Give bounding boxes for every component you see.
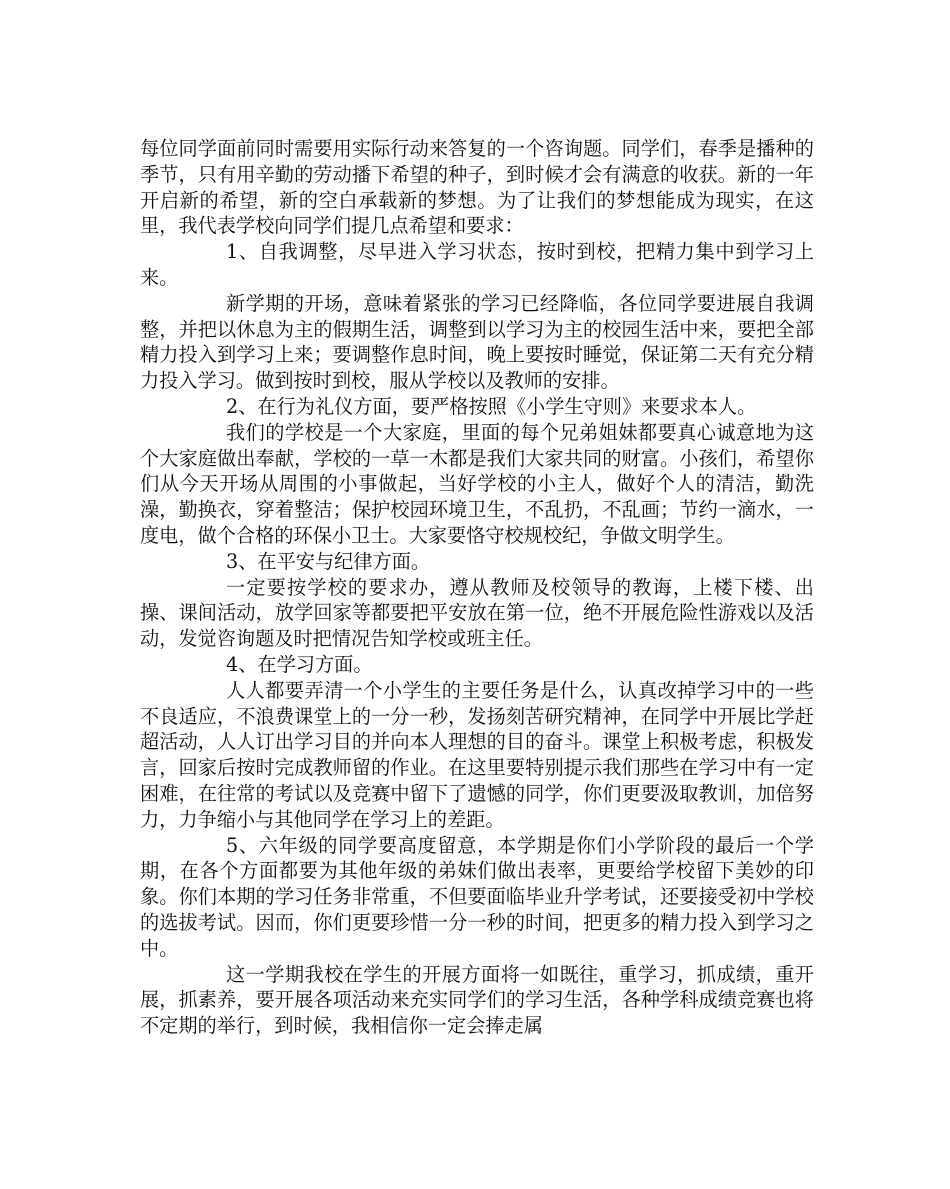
paragraph-point-5: 5、六年级的同学要高度留意，本学期是你们小学阶段的最后一个学期，在各个方面都要为其他年级的弟妹们做出表率，更要给学校留下美妙的印象。你们本期的学习任务非常重，不但要面临毕业升学考试，还要接受初中学校的选拔考试。因而，你们更要珍惜一分一秒的时间，把更多的精力投入到学习之中。 xyxy=(140,833,814,960)
paragraph-point-3-heading: 3、在平安与纪律方面。 xyxy=(226,549,431,573)
paragraph-point-2-body: 我们的学校是一个大家庭，里面的每个兄弟姐妹都要真心诚意地为这个大家庭做出奉献，学校的一草一木都是我们大家共同的财富。小孩们，希望你们从今天开场从周围的小事做起，当好学校的小主人，做好个人的清洁，勤洗澡，勤换衣，穿着整洁；保护校园环境卫生，不乱扔，不乱画；节约一滴水，一度电，做个合格的环保小卫士。大家要恪守校规校纪，争做文明学生。 xyxy=(140,420,814,547)
paragraph-point-1-heading: 1、自我调整，尽早进入学习状态，按时到校，把精力集中到学习上来。 xyxy=(140,240,814,289)
paragraph-point-4-heading: 4、在学习方面。 xyxy=(226,652,373,676)
paragraph-point-2-heading: 2、在行为礼仪方面，要严格按照《小学生守则》来要求本人。 xyxy=(226,394,757,418)
paragraph-point-4-body: 人人都要弄清一个小学生的主要任务是什么，认真改掉学习中的一些不良适应，不浪费课堂上的一分一秒，发扬刻苦研究精神，在同学中开展比学赶超活动，人人订出学习目的并向本人理想的目的奋斗。课堂上积极考虑，积极发言，回家后按时完成教师留的作业。在这里要特别提示我们那些在学习中有一定困难，在往常的考试以及竞赛中留下了遗憾的同学，你们更要汲取教训，加倍努力，力争缩小与其他同学在学习上的差距。 xyxy=(140,678,814,831)
document-body xyxy=(140,136,814,1039)
paragraph-point-3-body: 一定要按学校的要求办，遵从教师及校领导的教诲，上楼下楼、出操、课间活动，放学回家等都要把平安放在第一位，绝不开展危险性游戏以及活动，发觉咨询题及时把情况告知学校或班主任。 xyxy=(140,575,814,651)
paragraph-closing: 这一学期我校在学生的开展方面将一如既往，重学习，抓成绩，重开展，抓素养，要开展各项活动来充实同学们的学习生活，各种学科成绩竞赛也将不定期的举行，到时候，我相信你一定会捧走属 xyxy=(140,962,814,1038)
paragraph-point-1-body: 新学期的开场，意味着紧张的学习已经降临，各位同学要进展自我调整，并把以休息为主的假期生活，调整到以学习为主的校园生活中来，要把全部精力投入到学习上来；要调整作息时间，晚上要按时睡觉，保证第二天有充分精力投入学习。做到按时到校，服从学校以及教师的安排。 xyxy=(140,291,814,393)
paragraph-intro: 每位同学面前同时需要用实际行动来答复的一个咨询题。同学们，春季是播种的季节，只有用辛勤的劳动播下希望的种子，到时候才会有满意的收获。新的一年开启新的希望，新的空白承载新的梦想。为了让我们的梦想能成为现实，在这里，我代表学校向同学们提几点希望和要求： xyxy=(140,137,814,238)
